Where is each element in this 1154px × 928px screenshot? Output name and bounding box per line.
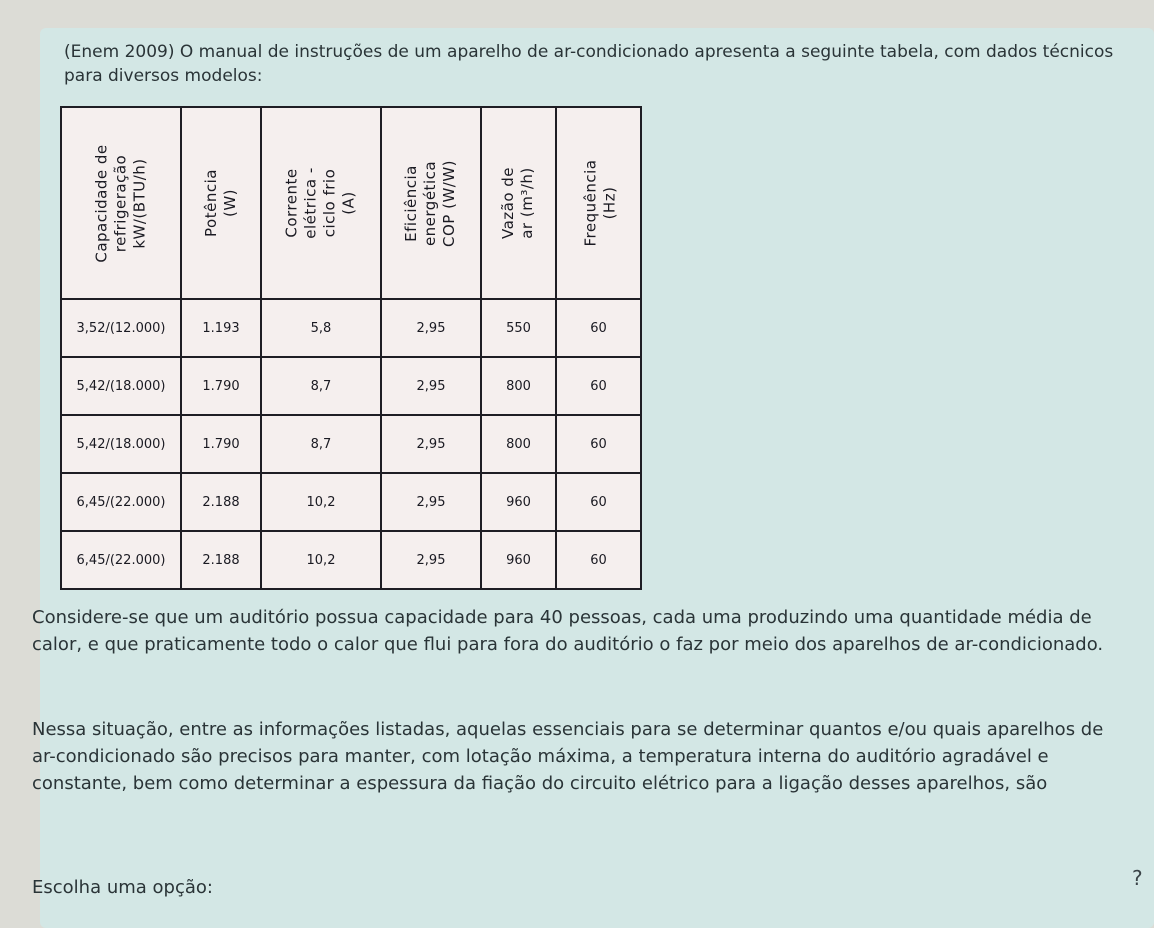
table-cell: 60	[556, 415, 641, 473]
help-icon[interactable]: ?	[1132, 866, 1143, 890]
table-cell: 5,8	[261, 299, 381, 357]
table-header-line: (W)	[220, 188, 239, 218]
table-cell: 60	[556, 299, 641, 357]
table-header-label	[283, 167, 359, 238]
table-cell: 1.790	[181, 357, 261, 415]
table-header-line: Vazão de	[499, 166, 518, 240]
table-cell: 60	[556, 473, 641, 531]
table-header-line: ar (m³/h)	[518, 167, 537, 239]
table-header-line: Eficiência	[402, 164, 421, 242]
table-cell: 5,42/(18.000)	[61, 415, 181, 473]
specs-table	[60, 106, 642, 590]
table-header-label	[93, 144, 150, 262]
table-cell: 2,95	[381, 531, 481, 589]
table-header-line: COP (W/W)	[440, 159, 459, 247]
table-row	[61, 473, 641, 531]
table-cell: 8,7	[261, 357, 381, 415]
table-cell: 2.188	[181, 473, 261, 531]
table-header-line: kW/(BTU/h)	[130, 157, 149, 249]
table-header-line: Capacidade de	[92, 143, 111, 263]
table-cell: 2,95	[381, 415, 481, 473]
table-cell: 6,45/(22.000)	[61, 473, 181, 531]
answer-prompt: Escolha uma opção:	[32, 877, 213, 898]
table-cell: 10,2	[261, 473, 381, 531]
table-cell: 8,7	[261, 415, 381, 473]
table-header-line: Frequência	[581, 159, 600, 247]
table-cell: 60	[556, 531, 641, 589]
table-header-label	[581, 160, 619, 247]
table-header-label	[500, 167, 538, 239]
table-row	[61, 357, 641, 415]
table-row	[61, 415, 641, 473]
table-cell: 1.193	[181, 299, 261, 357]
table-cell: 60	[556, 357, 641, 415]
table-header-line: (Hz)	[600, 186, 619, 220]
question-paragraph-2: Nessa situação, entre as informações listadas, aquelas essenciais para se determinar quantos e/ou quais aparelhos de ar-condicionado são precisos para manter, com lotação máxima, a temperatura interna do auditório agradável e constante, bem como determinar a espessura da fiação do circuito elétrico para a ligação desses aparelhos, são	[32, 719, 1104, 794]
table-cell: 2.188	[181, 531, 261, 589]
table-cell: 3,52/(12.000)	[61, 299, 181, 357]
table-cell: 960	[481, 531, 556, 589]
table-header-cell	[481, 107, 556, 299]
table-row	[61, 299, 641, 357]
table-cell: 10,2	[261, 531, 381, 589]
table-cell: 2,95	[381, 473, 481, 531]
table-header-line: ciclo frio	[321, 168, 339, 238]
table-cell: 960	[481, 473, 556, 531]
table-header-cell	[381, 107, 481, 299]
table-cell: 2,95	[381, 299, 481, 357]
question-paragraph-1: Considere-se que um auditório possua capacidade para 40 pessoas, cada uma produzindo uma quantidade média de calor, e que praticamente todo o calor que flui para fora do auditório o faz por meio dos aparelhos de ar-condicionado.	[32, 607, 1104, 655]
specs-table-container	[60, 106, 640, 590]
table-cell: 5,42/(18.000)	[61, 357, 181, 415]
table-header-label	[202, 169, 240, 237]
table-header-row	[61, 107, 641, 299]
table-header-line: Corrente	[283, 168, 301, 238]
table-row	[61, 531, 641, 589]
question-intro: (Enem 2009) O manual de instruções de um aparelho de ar-condicionado apresenta a seguinte tabela, com dados técnicos para diversos modelos:	[64, 42, 1114, 86]
table-header-line: (A)	[340, 191, 358, 215]
table-cell: 550	[481, 299, 556, 357]
table-header-cell	[261, 107, 381, 299]
table-header-line: energética	[421, 160, 440, 246]
table-header-line: elétrica -	[302, 167, 320, 239]
table-header-line: Potência	[201, 169, 220, 237]
table-cell: 800	[481, 357, 556, 415]
table-header-cell	[181, 107, 261, 299]
table-header-label	[402, 159, 459, 246]
table-cell: 6,45/(22.000)	[61, 531, 181, 589]
table-header-cell	[556, 107, 641, 299]
table-cell: 2,95	[381, 357, 481, 415]
table-cell: 1.790	[181, 415, 261, 473]
table-header-cell	[61, 107, 181, 299]
table-cell: 800	[481, 415, 556, 473]
table-header-line: refrigeração	[111, 154, 130, 252]
